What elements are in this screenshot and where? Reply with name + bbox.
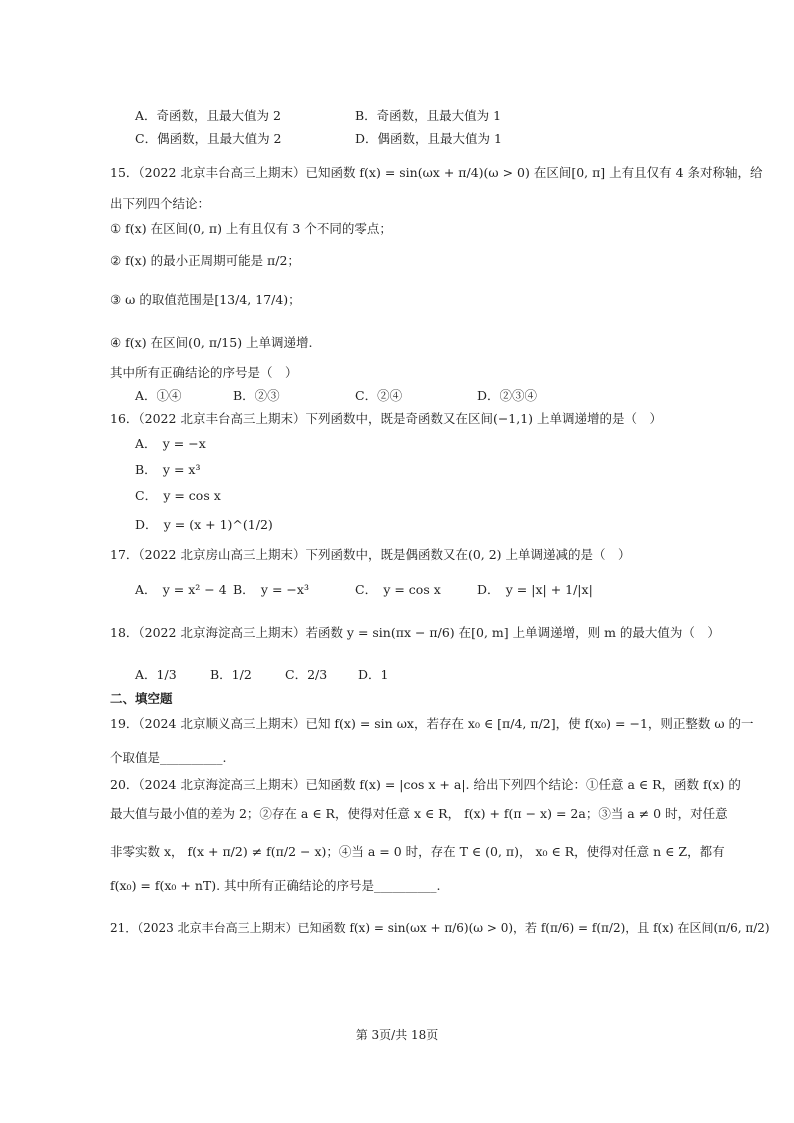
q16-option-d: D． y = (x + 1)^(1/2) — [135, 517, 273, 532]
q16-stem: 16．（2022 北京丰台高三上期末）下列函数中，既是奇函数又在区间(−1,1) 上单调递增的是（ ） — [110, 411, 663, 426]
q14-option-b: B．奇函数，且最大值为 1 — [355, 108, 502, 123]
q15-option-b: B．②③ — [233, 388, 280, 403]
q18-option-d: D．1 — [358, 667, 389, 682]
q17-stem: 17．（2022 北京房山高三上期末）下列函数中，既是偶函数又在(0, 2) 上单调递减的是（ ） — [110, 547, 631, 562]
q20-stem-line-4: f(x₀) = f(x₀ + nT). 其中所有正确结论的序号是__________. — [110, 878, 441, 893]
q18-stem: 18．（2022 北京海淀高三上期末）若函数 y = sin(πx − π/6) 在[0, m] 上单调递增，则 m 的最大值为（ ） — [110, 625, 720, 640]
q15-option-d: D．②③④ — [477, 388, 538, 403]
q14-option-d: D．偶函数，且最大值为 1 — [355, 131, 502, 146]
q15-statement-2: ② f(x) 的最小正周期可能是 π/2； — [110, 253, 300, 268]
section-heading-fill-in: 二、填空题 — [110, 691, 173, 706]
q17-option-c: C． y = cos x — [355, 582, 441, 597]
page-number: 第 3页/共 18页 — [355, 1028, 439, 1042]
q18-option-a: A．1/3 — [135, 667, 177, 682]
q16-option-a: A． y = −x — [135, 436, 206, 451]
q15-statement-4: ④ f(x) 在区间(0, π/15) 上单调递增. — [110, 335, 313, 350]
q15-option-c: C．②④ — [355, 388, 403, 403]
q14-option-c: C．偶函数，且最大值为 2 — [135, 131, 282, 146]
q15-question: 其中所有正确结论的序号是（ ） — [110, 365, 298, 380]
q14-option-a: A．奇函数，且最大值为 2 — [135, 108, 281, 123]
q16-option-c: C． y = cos x — [135, 488, 221, 503]
q18-option-c: C．2/3 — [285, 667, 328, 682]
q17-option-a: A． y = x² − 4 — [135, 582, 227, 597]
q17-option-b: B． y = −x³ — [233, 582, 309, 597]
q15-statement-3: ③ ω 的取值范围是[13/4, 17/4)； — [110, 292, 301, 307]
q20-stem-line-1: 20．（2024 北京海淀高三上期末）已知函数 f(x) = |cos x + a|. 给出下列四个结论：①任意 a ∈ R，函数 f(x) 的 — [110, 777, 741, 792]
q20-stem-line-3: 非零实数 x， f(x + π/2) ≠ f(π/2 − x)；④当 a = 0 时，存在 T ∈ (0, π)， x₀ ∈ R，使得对任意 n ∈ Z，都有 — [110, 844, 725, 859]
q19-stem-line-2: 个取值是__________. — [110, 750, 227, 765]
q20-stem-line-2: 最大值与最小值的差为 2；②存在 a ∈ R，使得对任意 x ∈ R， f(x) + f(π − x) = 2a；③当 a ≠ 0 时，对任意 — [110, 806, 728, 821]
q19-stem-line-1: 19．（2024 北京顺义高三上期末）已知 f(x) = sin ωx，若存在 x₀ ∈ [π/4, π/2]，使 f(x₀) = −1，则正整数 ω 的一 — [110, 716, 754, 731]
q16-option-b: B． y = x³ — [135, 462, 201, 477]
q15-stem-line-2: 出下列四个结论： — [110, 196, 211, 211]
q18-option-b: B．1/2 — [210, 667, 252, 682]
q21-stem-line-1: 21．（2023 北京丰台高三上期末）已知函数 f(x) = sin(ωx + π/6)(ω > 0)，若 f(π/6) = f(π/2)，且 f(x) 在区间(π/6, π/2) — [110, 921, 770, 935]
q15-option-a: A．①④ — [135, 388, 182, 403]
q15-stem-line-1: 15．（2022 北京丰台高三上期末）已知函数 f(x) = sin(ωx + π/4)(ω > 0) 在区间[0, π] 上有且仅有 4 条对称轴，给 — [110, 165, 763, 180]
q17-option-d: D． y = |x| + 1/|x| — [477, 582, 593, 597]
q15-statement-1: ① f(x) 在区间(0, π) 上有且仅有 3 个不同的零点； — [110, 221, 392, 236]
